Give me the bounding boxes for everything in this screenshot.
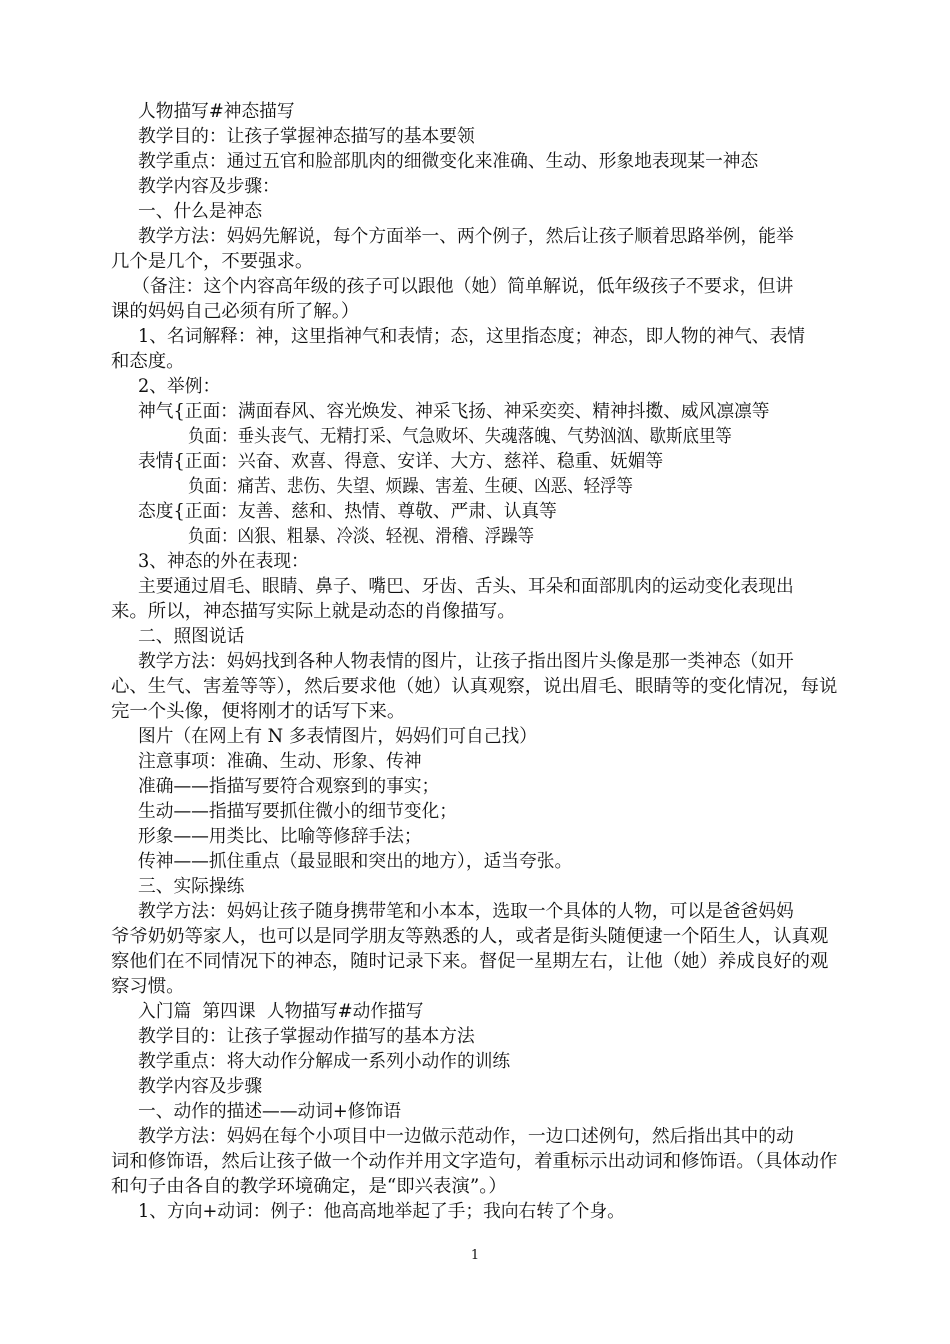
text-line: 教学方法：妈妈在每个小项目中一边做示范动作，一边口述例句，然后指出其中的动 [138, 1126, 794, 1147]
text-line: 神气{正面：满面春风、容光焕发、神采飞扬、神采奕奕、精神抖擞、威风凛凛等 [138, 401, 770, 422]
text-line: 准确——指描写要符合观察到的事实； [138, 776, 440, 797]
text-line: 生动——指描写要抓住微小的细节变化； [138, 801, 458, 822]
text-line: 入门篇 第四课 人物描写#动作描写 [138, 1001, 424, 1022]
text-line: 和态度。 [111, 351, 185, 372]
text-line: 负面：垂头丧气、无精打采、气急败坏、失魂落魄、气势汹汹、歇斯底里等 [188, 426, 732, 447]
text-line: 2、举例： [138, 376, 221, 397]
text-line: 一、什么是神态 [138, 201, 263, 222]
text-line: 教学重点：通过五官和脸部肌肉的细微变化来准确、生动、形象地表现某一神态 [138, 151, 759, 172]
text-line: 态度{正面：友善、慈和、热情、尊敬、严肃、认真等 [138, 501, 557, 522]
text-line: 几个是几个，不要强求。 [111, 251, 314, 272]
text-line: 图片（在网上有 N 多表情图片，妈妈们可自己找） [138, 726, 537, 747]
text-line: 课的妈妈自己必须有所了解。） [111, 301, 360, 322]
text-line: 教学目的：让孩子掌握神态描写的基本要领 [138, 126, 475, 147]
text-line: 和句子由各自的教学环境确定，是“即兴表演”。） [111, 1176, 507, 1197]
text-line: 完一个头像，便将刚才的话写下来。 [111, 701, 406, 722]
text-line: 来。所以，神态描写实际上就是动态的肖像描写。 [111, 601, 516, 622]
text-line: 一、动作的描述——动词+修饰语 [138, 1101, 401, 1122]
text-line: 负面：痛苦、悲伤、失望、烦躁、害羞、生硬、凶恶、轻浮等 [188, 476, 634, 497]
text-line: 注意事项：准确、生动、形象、传神 [138, 751, 422, 772]
text-line: 教学内容及步骤： [138, 176, 280, 197]
text-line: 心、生气、害羞等等），然后要求他（她）认真观察，说出眉毛、眼睛等的变化情况，每说 [111, 676, 838, 697]
text-line: 二、照图说话 [138, 626, 245, 647]
text-line: 主要通过眉毛、眼睛、鼻子、嘴巴、牙齿、舌头、耳朵和面部肌肉的运动变化表现出 [138, 576, 794, 597]
text-line: 词和修饰语，然后让孩子做一个动作并用文字造句，着重标示出动词和修饰语。（具体动作 [111, 1151, 838, 1172]
page-number: 1 [470, 1248, 480, 1263]
text-line: 教学重点：将大动作分解成一系列小动作的训练 [138, 1051, 511, 1072]
text-line: 教学目的：让孩子掌握动作描写的基本方法 [138, 1026, 475, 1047]
text-line: 三、实际操练 [138, 876, 245, 897]
text-line: 教学方法：妈妈找到各种人物表情的图片，让孩子指出图片头像是那一类神态（如开 [138, 651, 794, 672]
text-line: 教学方法：妈妈先解说，每个方面举一、两个例子，然后让孩子顺着思路举例，能举 [138, 226, 794, 247]
text-line: 形象——用类比、比喻等修辞手法； [138, 826, 422, 847]
text-line: 传神——抓住重点（最显眼和突出的地方），适当夸张。 [138, 851, 573, 872]
text-line: 爷爷奶奶等家人，也可以是同学朋友等熟悉的人，或者是街头随便逮一个陌生人，认真观 [111, 926, 829, 947]
text-line: 人物描写#神态描写 [138, 101, 295, 122]
text-line: 负面：凶狠、粗暴、冷淡、轻视、滑稽、浮躁等 [188, 526, 535, 547]
text-line: （备注：这个内容高年级的孩子可以跟他（她）简单解说，低年级孩子不要求，但讲 [132, 276, 794, 297]
text-line: 察他们在不同情况下的神态，随时记录下来。督促一星期左右，让他（她）养成良好的观 [111, 951, 829, 972]
text-line: 3、神态的外在表现： [138, 551, 309, 572]
text-line: 察习惯。 [111, 976, 185, 997]
text-line: 1、名词解释：神，这里指神气和表情；态，这里指态度；神态，即人物的神气、表情 [138, 326, 805, 347]
text-line: 表情{正面：兴奋、欢喜、得意、安详、大方、慈祥、稳重、妩媚等 [138, 451, 664, 472]
text-line: 1、方向+动词：例子：他高高地举起了手；我向右转了个身。 [138, 1201, 625, 1222]
text-line: 教学内容及步骤 [138, 1076, 263, 1097]
text-line: 教学方法：妈妈让孩子随身携带笔和小本本，选取一个具体的人物，可以是爸爸妈妈 [138, 901, 794, 922]
